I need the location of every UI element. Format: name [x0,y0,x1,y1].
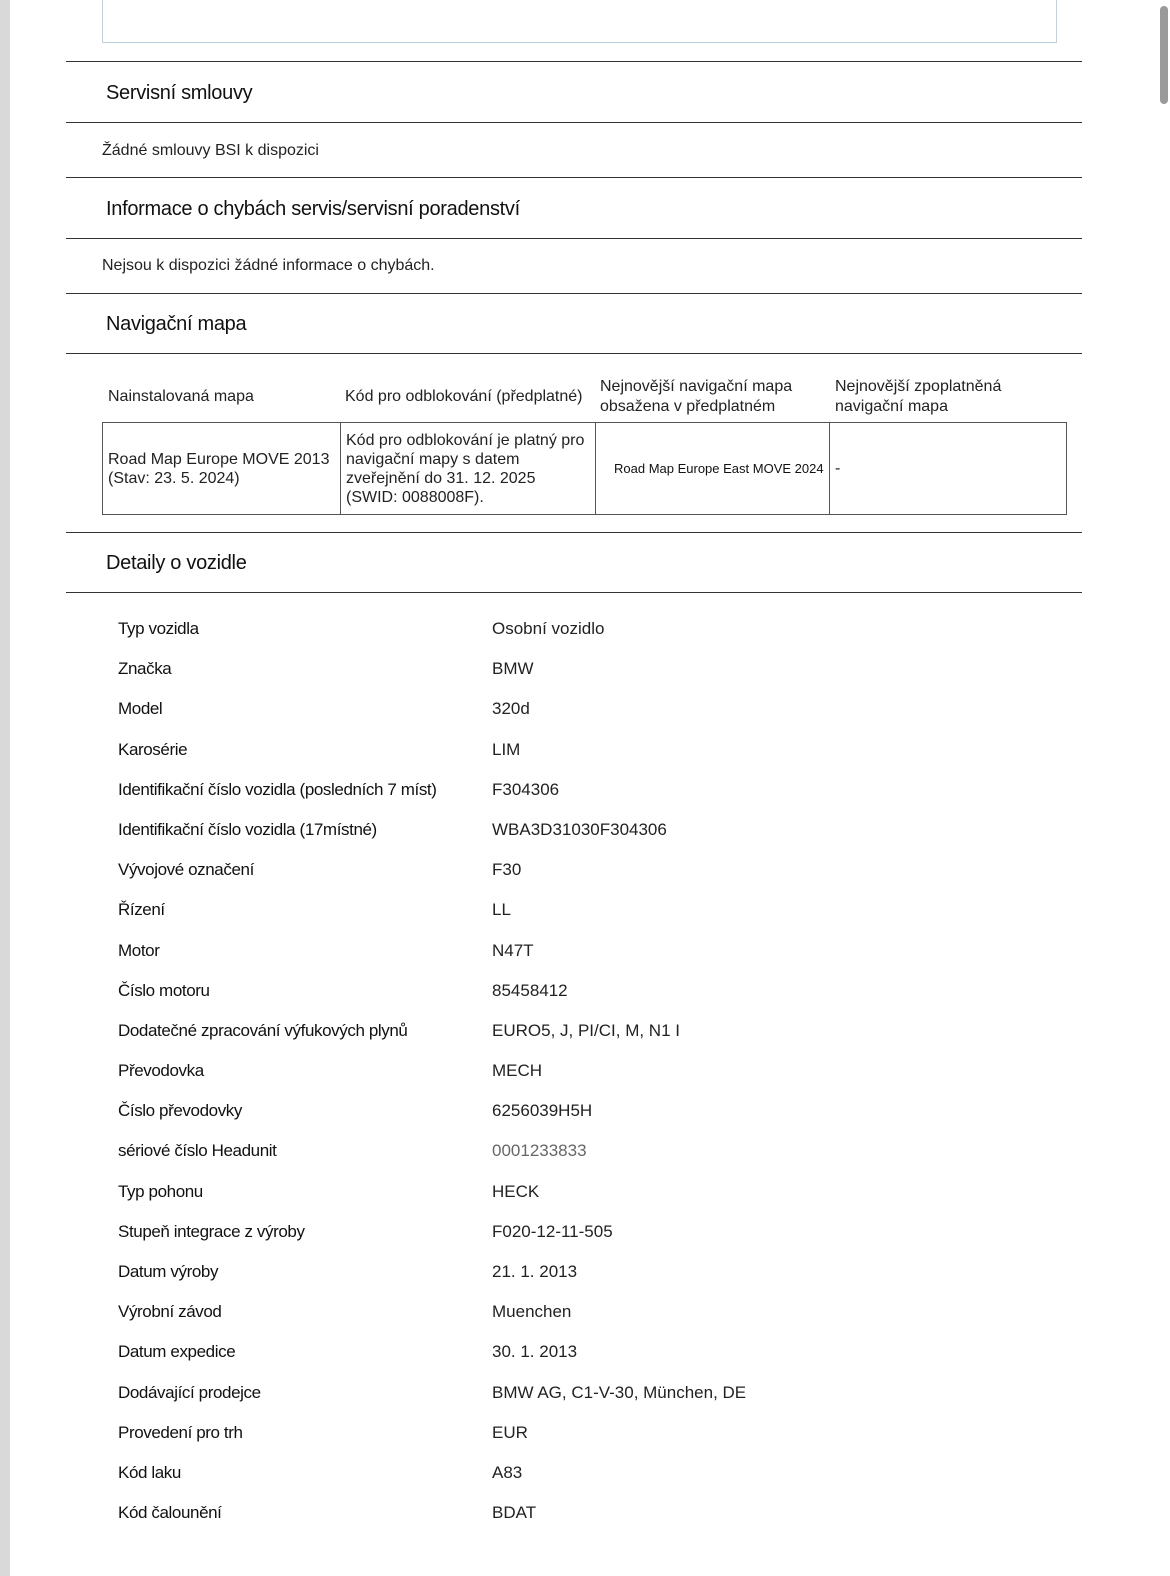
detail-label: Řízení [118,900,165,920]
nav-map-latest-included-cell: Road Map Europe East MOVE 2024 [596,423,830,515]
divider [66,293,1082,294]
detail-label: Vývojové označení [118,860,254,880]
detail-value: EUR [492,1422,528,1442]
section-title-nav-map: Navigační mapa [106,313,247,335]
nav-map-header-latest-paid: Nejnovější zpoplatněná navigační mapa [835,378,1002,415]
list-item [118,610,1018,650]
section-title-vehicle-details: Detaily o vozidle [106,552,247,574]
detail-label: Značka [118,659,172,679]
divider [66,353,1082,354]
detail-value: MECH [492,1061,543,1081]
list-item [118,1012,1018,1052]
list-item [118,891,1018,931]
detail-label: Převodovka [118,1061,204,1081]
detail-value: 30. 1. 2013 [492,1342,578,1362]
nav-map-header-unlock-code: Kód pro odblokování (předplatné) [345,388,583,405]
nav-map-installed-cell: Road Map Europe MOVE 2013 (Stav: 23. 5. 2024) [103,423,341,515]
list-item [118,851,1018,891]
list-item [118,972,1018,1012]
previous-section-box [102,0,1057,43]
list-item [118,1293,1018,1333]
service-contracts-text: Žádné smlouvy BSI k dispozici [102,142,319,159]
list-item [118,1494,1018,1534]
divider [66,532,1082,533]
nav-map-latest-paid-cell: - [830,423,1067,515]
list-item [118,731,1018,771]
divider [66,177,1082,178]
list-item [118,1454,1018,1494]
detail-label: Číslo motoru [118,980,210,1000]
list-item [118,1414,1018,1454]
section-title-service-contracts: Servisní smlouvy [106,82,253,104]
fault-info-text: Nejsou k dispozici žádné informace o chybách. [102,257,435,274]
list-item [118,1333,1018,1373]
document-page [10,0,1160,1576]
table-row [103,423,1067,515]
list-item [118,1092,1018,1132]
detail-label: Typ vozidla [118,619,199,638]
vehicle-details-list [118,610,1018,1534]
nav-map-table [102,422,1067,515]
detail-value: HECK [492,1181,540,1201]
detail-label: Stupeň integrace z výroby [118,1221,305,1241]
detail-value: Osobní vozidlo [492,619,605,638]
divider [66,592,1082,593]
list-item [118,1132,1018,1172]
nav-map-header-installed: Nainstalovaná mapa [108,388,254,405]
detail-label: Karosérie [118,739,188,759]
divider [66,61,1082,62]
detail-value: Muenchen [492,1302,572,1322]
nav-map-header-latest-included: Nejnovější navigační mapa obsažena v předplatném [600,378,793,415]
detail-label: Typ pohonu [118,1181,203,1201]
detail-value: BMW [492,659,534,679]
divider [66,122,1082,123]
detail-value: 6256039H5H [492,1101,593,1121]
detail-label: Výrobní závod [118,1302,222,1322]
detail-label: Dodatečné zpracování výfukových plynů [118,1020,408,1040]
detail-value: 0001233833 [492,1141,587,1161]
list-item [118,1213,1018,1253]
detail-value: 21. 1. 2013 [492,1262,578,1281]
list-item [118,1253,1018,1293]
detail-label: Datum výroby [118,1262,219,1281]
divider [66,238,1082,239]
nav-map-unlock-code-cell: Kód pro odblokování je platný pro navigační mapy s datem zveřejnění do 31. 12. 2025 (SWID: 0088008F). [341,423,596,515]
list-item [118,1374,1018,1414]
detail-value: F304306 [492,779,560,799]
detail-value: LL [492,900,511,920]
detail-value: BMW AG, C1-V-30, München, DE [492,1382,747,1402]
detail-label: Dodávající prodejce [118,1382,261,1402]
list-item [118,811,1018,851]
detail-label: Identifikační číslo vozidla (posledních 7 míst) [118,779,437,799]
detail-label: sériové číslo Headunit [118,1141,277,1161]
list-item [118,771,1018,811]
detail-value: F020-12-11-505 [492,1221,613,1241]
list-item [118,1052,1018,1092]
scrollbar[interactable] [1158,0,1170,1576]
detail-value: BDAT [492,1503,537,1523]
detail-label: Kód čalounění [118,1503,222,1523]
list-item [118,690,1018,730]
list-item [118,1173,1018,1213]
detail-label: Identifikační číslo vozidla (17místné) [118,819,377,839]
detail-value: F30 [492,860,522,880]
detail-label: Číslo převodovky [118,1101,242,1121]
detail-label: Kód laku [118,1462,181,1482]
detail-label: Motor [118,940,160,960]
section-title-fault-info: Informace o chybách servis/servisní poradenství [106,198,520,220]
scrollbar-thumb[interactable] [1160,6,1168,104]
detail-value: 320d [492,699,530,719]
detail-value: LIM [492,739,521,759]
detail-label: Model [118,699,163,719]
list-item [118,650,1018,690]
detail-value: EURO5, J, PI/CI, M, N1 I [492,1020,680,1040]
detail-value: A83 [492,1462,523,1482]
list-item [118,932,1018,972]
detail-label: Provedení pro trh [118,1422,243,1442]
detail-value: WBA3D31030F304306 [492,819,667,839]
detail-value: 85458412 [492,980,568,1000]
detail-value: N47T [492,940,534,960]
detail-label: Datum expedice [118,1342,236,1362]
